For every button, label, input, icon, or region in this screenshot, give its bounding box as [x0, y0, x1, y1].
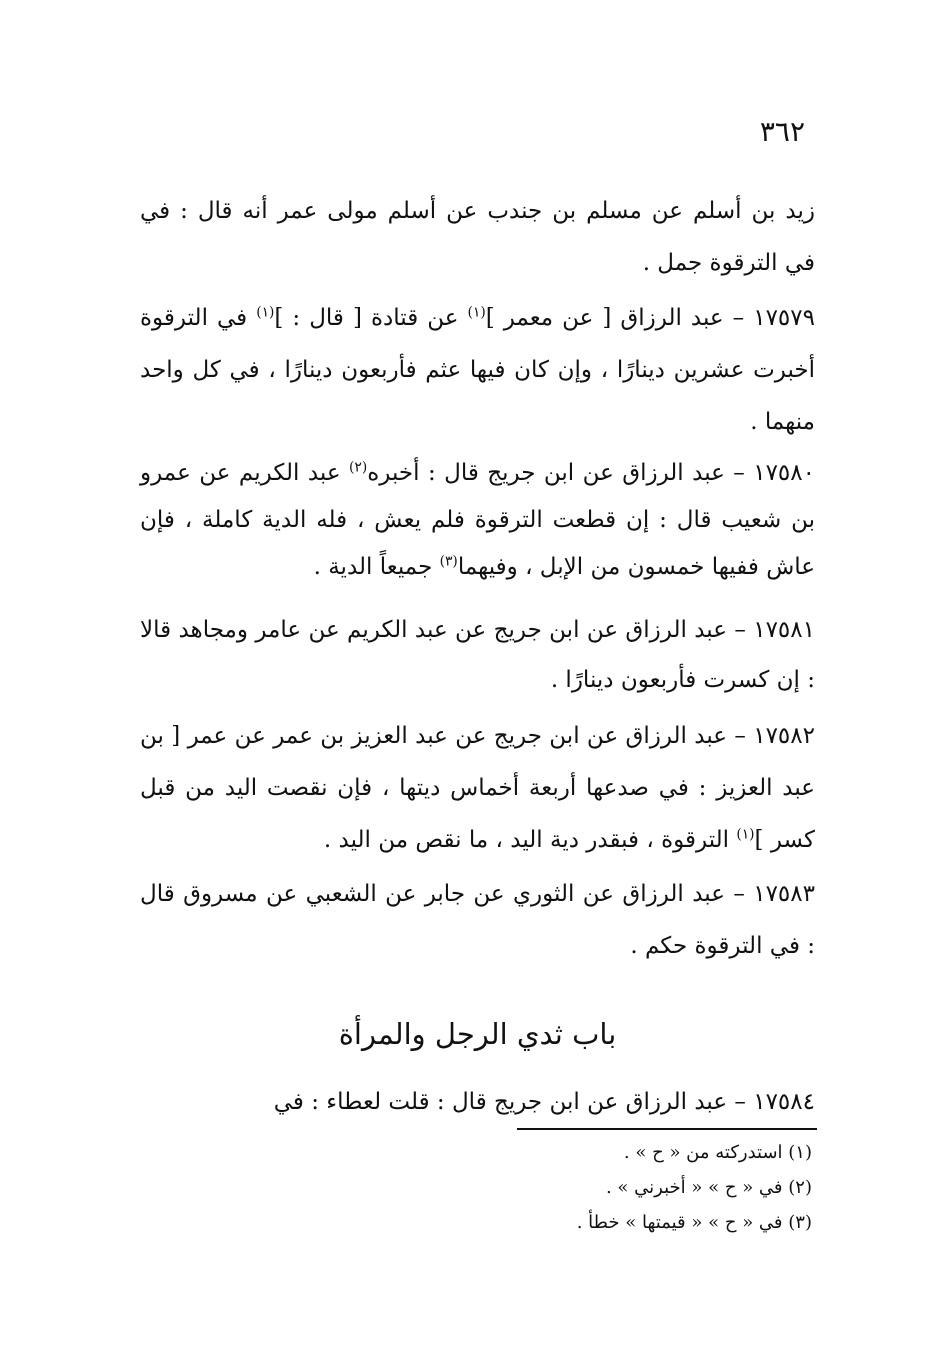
- paragraph-continuation: زيد بن أسلم عن مسلم بن جندب عن أسلم مولى عمر أنه قال : في في الترقوة جمل .: [140, 198, 815, 276]
- footnote-marker: (٢): [349, 459, 368, 476]
- paragraph-text: عن قتادة [ قال : ]: [274, 305, 468, 331]
- paragraph-17580: [140, 450, 815, 591]
- paragraph-text: ١٧٥٨٢ – عبد الرزاق عن ابن جريج عن عبد العزيز بن عمر عن عمر [ بن عبد العزيز : في صدعها أربعة أخماس ديتها ، فإن نقصت اليد من قبل كسر ]: [140, 723, 815, 853]
- paragraph-text: الترقوة ، فبقدر دية اليد ، ما نقص من اليد .: [323, 827, 737, 853]
- paragraph-17581: ١٧٥٨١ – عبد الرزاق عن ابن جريج عن عبد الكريم عن عامر ومجاهد قالا : إن كسرت فأربعون دينارًا .: [140, 617, 815, 693]
- paragraph-text: ١٧٥٧٩ – عبد الرزاق [ عن معمر ]: [485, 305, 815, 331]
- footnote-marker: (٣): [439, 553, 458, 570]
- footnote-marker: (١): [736, 826, 755, 843]
- footnote-item: (١) استدركته من « ح » .: [623, 1142, 812, 1163]
- footnote-marker: (١): [256, 304, 275, 321]
- paragraph-text: في الترقوة أخبرت عشرين دينارًا ، وإن كان فيها عثم فأربعون دينارًا ، في كل واحد منهما .: [140, 305, 815, 435]
- paragraph-text: ١٧٥٨٠ – عبد الرزاق عن ابن جريج قال : أخبره: [367, 460, 815, 486]
- footnote-divider: [517, 1128, 817, 1130]
- footnote-item: (٣) في « ح » « قيمتها » خطأ .: [576, 1212, 812, 1233]
- footnote-marker: (١): [467, 304, 486, 321]
- page-number: ٣٦٢: [759, 115, 805, 148]
- paragraph-text: جميعاً الدية .: [313, 554, 440, 580]
- paragraph-17583: ١٧٥٨٣ – عبد الرزاق عن الثوري عن جابر عن الشعبي عن مسروق قال : في الترقوة حكم .: [140, 881, 815, 959]
- section-heading: باب ثدي الرجل والمرأة: [338, 1017, 617, 1051]
- paragraph-17584: ١٧٥٨٤ – عبد الرزاق عن ابن جريج قال : قلت لعطاء : في: [273, 1089, 815, 1115]
- paragraph-17579: [140, 292, 815, 448]
- paragraph-text: عبد الكريم عن عمرو بن شعيب قال : إن قطعت الترقوة فلم يعش ، فله الدية كاملة ، فإن عاش ففيها خمسون من الإبل ، وفيهما: [140, 460, 815, 580]
- footnotes-list: [312, 1135, 812, 1240]
- paragraph-17582: [140, 710, 815, 866]
- footnote-item: (٢) في « ح » « أخبرني » .: [605, 1177, 812, 1198]
